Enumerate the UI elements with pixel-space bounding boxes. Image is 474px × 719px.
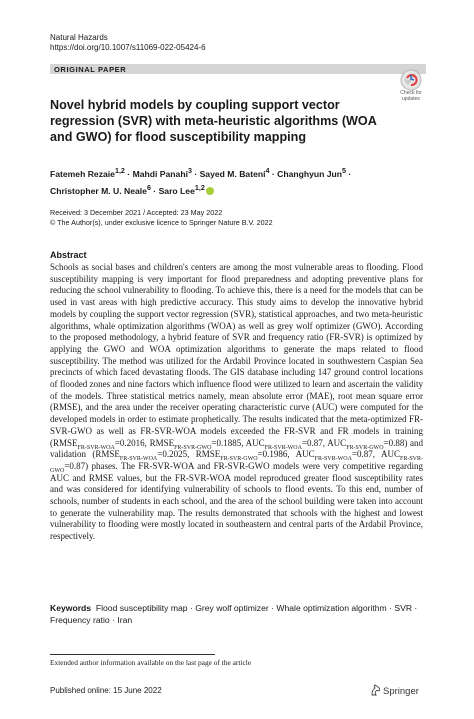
keywords (50, 602, 423, 626)
footnote: Extended author information available on the last page of the article (50, 658, 252, 667)
orcid-icon[interactable] (206, 187, 214, 195)
abstract-heading: Abstract (50, 250, 87, 260)
check-for-updates-icon (400, 69, 422, 91)
author[interactable]: Sayed M. Bateni$^4$ · (199, 167, 278, 179)
footnote-divider (50, 654, 215, 655)
article-title: Novel hybrid models by coupling support vector regression (SVR) with meta-heuristic algorithms (WOA and GWO) for flood susceptibility mapping (50, 98, 377, 144)
doi-link[interactable]: https://doi.org/10.1007/s11069-022-05424-6 (50, 43, 206, 52)
author[interactable]: Changhyun Jun$^5$ · (277, 167, 352, 179)
copyright: © The Author(s), under exclusive licence to Springer Nature B.V. 2022 (50, 218, 273, 227)
keywords-label: Keywords (50, 603, 92, 613)
springer-horse-icon (370, 684, 381, 696)
journal-header (50, 33, 206, 53)
author[interactable]: Mahdi Panahi$^3$ · (132, 167, 200, 179)
received-accepted: Received: 3 December 2021 / Accepted: 23 May 2022 (50, 208, 223, 217)
check-for-updates-badge[interactable] (396, 69, 426, 105)
publisher-logo[interactable] (370, 684, 419, 698)
author[interactable]: Saro Lee$^{1,2}$ (158, 183, 205, 196)
check-for-updates-label: Check for updates (400, 90, 422, 102)
journal-name: Natural Hazards (50, 33, 108, 42)
author[interactable]: Christopher M. U. Neale$^6$ · (50, 183, 159, 196)
author-list (50, 164, 390, 198)
article-type: ORIGINAL PAPER (54, 65, 127, 74)
abstract-text: Schools as social bases and children's centers are among the most vulnerable areas to flooding. Flood susceptibility mapping is very important for flood preparedness and adopting preventive plans for reducing the school vulnerability to flooding. To achieve this, there is a need for the models that can be used in vast areas with high predictive accuracy. This study aims to develop the innovative hybrid models by coupling the support vector regression (SVR), statistical approaches, and two meta-heuristic algorithms, whale optimization algorithms (WOA) as well as grey wolf optimizer (GWO). According to the proposed methodology, a hybrid feature of SVR and frequency ratio (FR-SVR) is optimized by applying the GWO and WOA optimization algorithms to generate the maps related to flood susceptibility. The method was utilized for the Ardabil Province located in southwestern Caspian Sea precincts of which faced devastating floods. The GIS database including 147 ground control locations of flooded zones and nine factors which influence flood were utilized to learn and ascertain the validity of the models. Three statistical metrics namely, mean absolute error (MAE), root mean square error (RMSE), and the area under the receiver operating characteristic curve (AUC) were computed for the developed models in order to estimate prophetically. The results indicated that the meta-optimized FR-SVR-GWO as well as FR-SVR-WOA models exceeded the FR-SVR and FR models in training ($RMSE_{FR-SVR-WOA}=0.2016$, $RMSE_{FR-SVR-GWO}=0.1885$, $AUC_{FR-SVR-WOA}=0.87$, $AUC_{FR-SVR-GWO}=0.88$) and validation ($RMSE_{FR-SVR-WOA}=0.2025$, $RMSE_{FR-SVR-GWO}=0.1986$, $AUC_{FR-SVR-WOA}=0.87$, $AUC_{FR-SVR-GWO}=0.87$) phases. The FR-SVR-WOA and FR-SVR-GWO models were very competitive regarding AUC and RMSE values, but the FR-SVR-WOA model reproduced greater flood susceptibility rates and was considered for identifying vulnerability of schools to flood events. To this end, number of schools, number of students in each school, and the area of the school building were taken into account to generate the vulnerability map. The results demonstrated that schools with the highest and lowest vulnerability to flooding were mostly located in southeastern and central parts of the Ardabil Province, respectively. (50, 262, 423, 542)
publisher-name: Springer (383, 686, 419, 697)
author[interactable]: Fatemeh Rezaie$^{1,2}$ · (50, 167, 133, 179)
article-dates (50, 208, 273, 228)
published-date: Published online: 15 June 2022 (50, 686, 162, 695)
keywords-list: Flood susceptibility map · Grey wolf optimizer · Whale optimization algorithm · SVR · Frequency ratio · Iran (50, 603, 418, 625)
